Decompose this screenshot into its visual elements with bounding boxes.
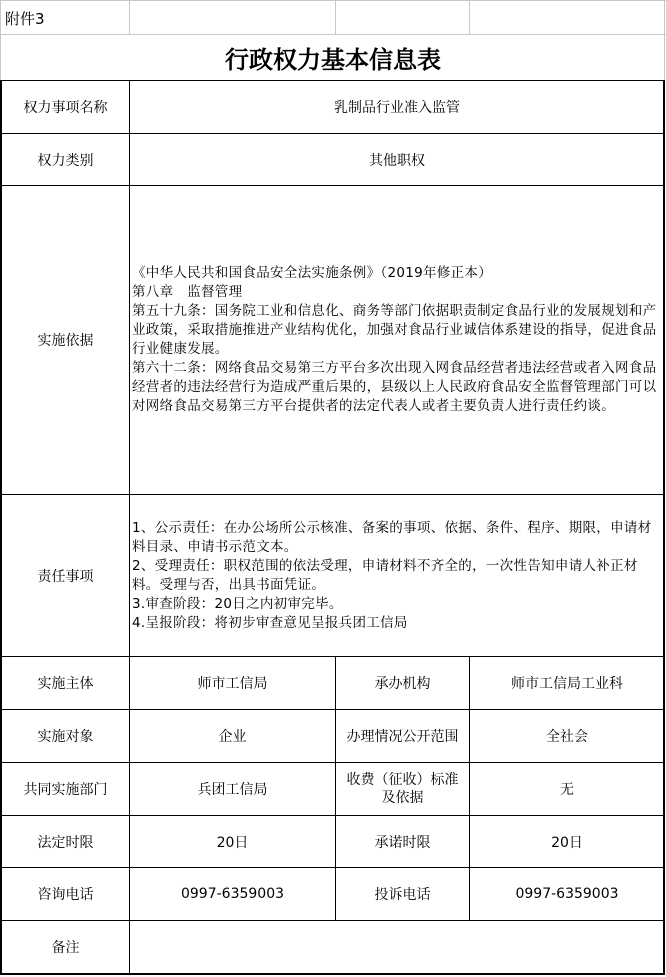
row-basis: [2, 186, 665, 495]
handling-agency-value: 师市工信局工业科: [470, 657, 665, 710]
row-target: [2, 710, 665, 763]
subject-label: 实施主体: [2, 657, 130, 710]
responsibility-label: 责任事项: [2, 495, 130, 657]
responsibility-content: [130, 495, 665, 657]
row-phone: [2, 868, 665, 921]
remarks-value: [130, 921, 665, 974]
power-category-value: 其他职权: [130, 134, 665, 186]
joint-dept-label: 共同实施部门: [2, 763, 130, 816]
basis-label: 实施依据: [2, 186, 130, 495]
table-border-right: [663, 80, 665, 975]
remarks-label: 备注: [2, 921, 130, 974]
fee-standard-label: 收费（征收）标准及依据: [336, 763, 470, 816]
responsibility-line: 3.审查阶段：20日之内初审完毕。: [132, 595, 343, 612]
responsibility-line: 2、受理责任：职权范围的依法受理，申请材料不齐全的，一次性告知申请人补正材料。受理与否，出具书面凭证。: [132, 557, 638, 593]
row-power-name: [2, 81, 665, 134]
basis-line: 《中华人民共和国食品安全法实施条例》（2019年修正本）: [132, 265, 493, 281]
disclosure-scope-label: 办理情况公开范围: [336, 710, 470, 763]
attachment-label: 附件3: [5, 10, 45, 28]
table-border-left: [0, 80, 2, 975]
fee-standard-value: 无: [470, 763, 665, 816]
promised-time-limit-value: 20日: [470, 816, 665, 868]
target-label: 实施对象: [2, 710, 130, 763]
basis-line: 第五十九条：国务院工业和信息化、商务等部门依据职责制定食品行业的发展规划和产业政策，采取措施推进产业结构优化，加强对食品行业诚信体系建设的指导，促进食品行业健康发展。: [132, 303, 657, 357]
responsibility-line: 1、公示责任：在办公场所公示核准、备案的事项、依据、条件、程序、期限，申请材料目录、申请书示范文本。: [132, 519, 652, 555]
row-time-limit: [2, 816, 665, 868]
target-value: 企业: [130, 710, 336, 763]
consult-phone-value: 0997-6359003: [130, 868, 336, 921]
table-border-bottom: [0, 973, 665, 975]
row-remarks: [2, 921, 665, 974]
row-joint-dept: [2, 763, 665, 816]
legal-time-limit-label: 法定时限: [2, 816, 130, 868]
complaint-phone-label: 投诉电话: [336, 868, 470, 921]
joint-dept-value: 兵团工信局: [130, 763, 336, 816]
complaint-phone-value: 0997-6359003: [470, 868, 665, 921]
power-name-label: 权力事项名称: [2, 81, 130, 134]
power-name-value: 乳制品行业准入监管: [130, 81, 665, 134]
basis-line: 第八章 监督管理: [132, 284, 243, 300]
info-table: [1, 80, 665, 974]
promised-time-limit-label: 承诺时限: [336, 816, 470, 868]
attachment-row: [0, 0, 666, 35]
legal-time-limit-value: 20日: [130, 816, 336, 868]
subject-value: 师市工信局: [130, 657, 336, 710]
row-subject: [2, 657, 665, 710]
handling-agency-label: 承办机构: [336, 657, 470, 710]
consult-phone-label: 咨询电话: [2, 868, 130, 921]
responsibility-line: 4.呈报阶段：将初步审查意见呈报兵团工信局: [132, 614, 408, 631]
page-title: 行政权力基本信息表: [225, 45, 441, 74]
row-responsibility: [2, 495, 665, 657]
basis-line: 第六十二条：网络食品交易第三方平台多次出现入网食品经营者违法经营或者入网食品经营者的违法经营行为造成严重后果的，县级以上人民政府食品安全监督管理部门可以对网络食品交易第三方平台提供者的法定代表人或者主要负责人进行责任约谈。: [132, 360, 657, 414]
basis-content: [130, 186, 665, 495]
power-category-label: 权力类别: [2, 134, 130, 186]
row-power-category: [2, 134, 665, 186]
disclosure-scope-value: 全社会: [470, 710, 665, 763]
